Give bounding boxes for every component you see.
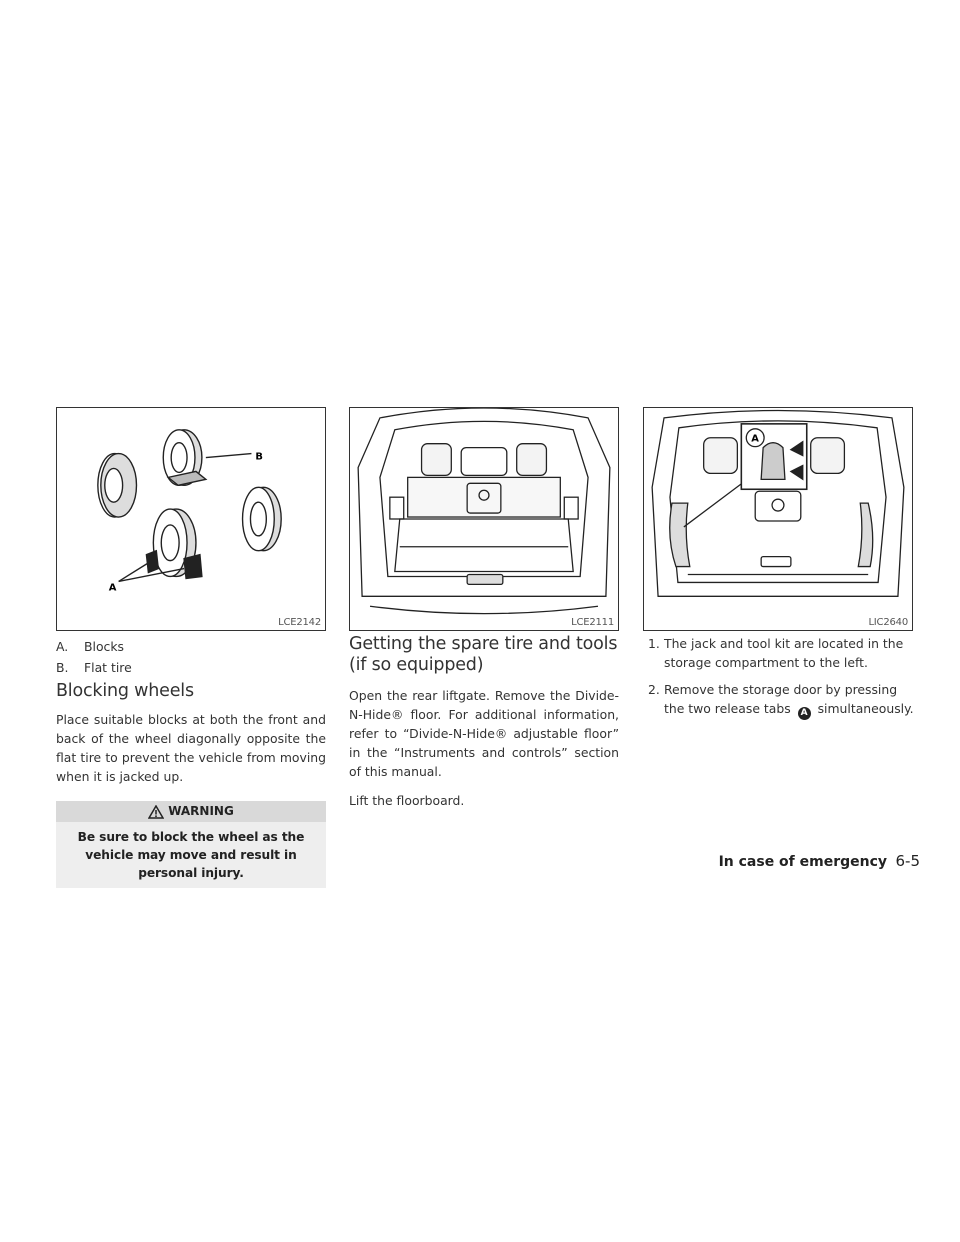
blocking-paragraph: Place suitable blocks at both the front and back of the wheel diagonally opposite the flat tire to prevent the vehicle from moving when it is jacked up. (56, 712, 326, 784)
footer-section-title: In case of emergency (718, 854, 888, 870)
warning-title: WARNING (168, 804, 234, 818)
page-footer (719, 852, 920, 870)
legend-text: Blocks (84, 639, 124, 654)
figure-label-a: A (751, 433, 759, 445)
column-left (56, 637, 326, 888)
figure-wheel-blocks (56, 407, 326, 631)
step-text-part: Remove the storage door by pressing the two release tabs (664, 682, 898, 716)
list-item (648, 680, 914, 720)
column-right (648, 634, 914, 728)
legend-text: Flat tire (84, 660, 132, 675)
figure-label-a: A (108, 582, 117, 594)
figure-storage-compartment (643, 407, 913, 631)
warning-icon (148, 805, 164, 819)
figure-code: LCE2111 (571, 617, 614, 628)
step-number: 1. (648, 636, 660, 651)
column-middle (349, 634, 619, 810)
legend-item (56, 637, 326, 656)
section-heading-spare-tire: Getting the spare tire and tools (if so equipped) (349, 634, 618, 675)
page-number: 6-5 (895, 852, 920, 870)
warning-box (56, 801, 326, 888)
step-text-part: simultaneously. (817, 701, 914, 716)
step-text (664, 680, 914, 720)
section-heading-blocking-wheels: Blocking wheels (56, 681, 194, 701)
figure-cargo-area (349, 407, 619, 631)
legend-key: B. (56, 660, 69, 675)
steps-list (648, 634, 914, 720)
figure-label-b: B (255, 451, 263, 463)
warning-header (56, 801, 326, 822)
cargo-area-illustration (350, 408, 618, 630)
figure-legend (56, 637, 326, 677)
legend-item (56, 658, 326, 677)
storage-compartment-illustration (644, 408, 912, 630)
legend-key: A. (56, 639, 69, 654)
spare-paragraph-2: Lift the floorboard. (349, 793, 465, 808)
wheel-blocks-illustration (57, 408, 325, 630)
figure-code: LIC2640 (868, 617, 908, 628)
warning-text: Be sure to block the wheel as the vehicle may move and result in personal injury. (56, 822, 326, 888)
step-text: The jack and tool kit are located in the storage compartment to the left. (664, 636, 904, 670)
spare-paragraph-1: Open the rear liftgate. Remove the Divide-N-Hide® floor. For additional information, refer to “Divide-N-Hide® adjustable floor” in the “Instruments and controls” section of this manual. (349, 688, 619, 779)
step-number: 2. (648, 682, 660, 697)
list-item (648, 634, 914, 672)
figure-code: LCE2142 (278, 617, 321, 628)
callout-a-badge: A (798, 707, 811, 720)
